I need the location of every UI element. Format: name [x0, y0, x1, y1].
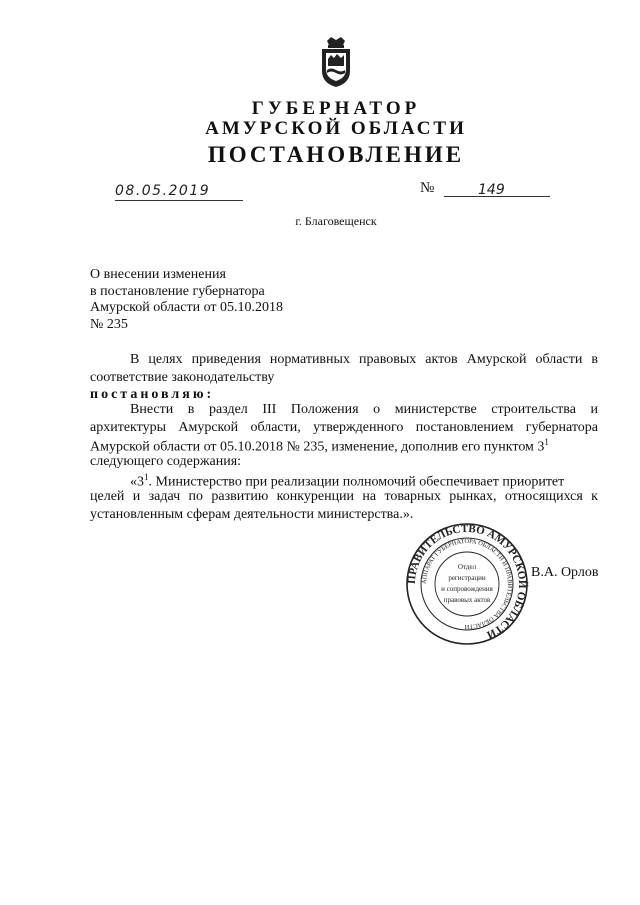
quote-text: . Министерство при реализации полномочий обеспечивает приоритет: [148, 474, 565, 490]
superscript: 1: [144, 472, 149, 482]
decree-date: 08.05.2019: [115, 183, 211, 199]
quote-line: целей и задач по развитию конкуренции на товарных рынках, относящихся к: [90, 489, 598, 504]
subject-line: в постановление губернатора: [90, 283, 265, 299]
quote-line: [90, 472, 598, 491]
subject-line: № 235: [90, 316, 128, 332]
body-line: следующего содержания:: [90, 454, 242, 469]
city: г. Благовещенск: [295, 214, 377, 228]
quote-open: «3: [130, 474, 144, 490]
quote-line: установленным сферам деятельности министерства.».: [90, 507, 414, 522]
date-underline: [115, 200, 243, 201]
subject-block: [90, 267, 350, 333]
stamp-inner-text: АППАРАТ ГУБЕРНАТОРА ОБЛАСТИ И ПРАВИТЕЛЬСТВА ОБЛАСТИ: [420, 537, 514, 631]
header-governor: ГУБЕРНАТОР: [251, 98, 421, 119]
body-line: [90, 437, 598, 456]
stamp-center-text: правовых актов: [443, 596, 491, 604]
number-label: №: [420, 180, 435, 196]
header-decree-type: ПОСТАНОВЛЕНИЕ: [207, 142, 465, 167]
body-line: соответствие законодательству: [90, 370, 275, 385]
body-line: архитектуры Амурской области, утвержденного постановлением губернатора: [90, 420, 598, 435]
stamp-center-text: и сопровождения: [441, 585, 493, 593]
signatory-name: В.А. Орлов: [531, 565, 599, 580]
subject-line: О внесении изменения: [90, 267, 226, 282]
number-underline: [444, 196, 550, 197]
body-line: Внести в раздел III Положения о министерстве строительства и: [130, 402, 598, 417]
superscript: 1: [544, 437, 549, 447]
decree-word: постановляю:: [90, 387, 215, 402]
coat-of-arms-emblem: [317, 35, 355, 89]
stamp-center-text: Отдел: [457, 563, 477, 571]
header-region: АМУРСКОЙ ОБЛАСТИ: [205, 118, 467, 139]
stamp-center-text: регистрации: [448, 574, 486, 582]
official-stamp: [405, 522, 529, 646]
subject-line: Амурской области от 05.10.2018: [90, 300, 283, 315]
body-text: Амурской области от 05.10.2018 № 235, изменение, дополнив его пунктом 3: [90, 439, 545, 455]
body-line: В целях приведения нормативных правовых актов Амурской области в: [130, 352, 598, 367]
stamp-outer-text: ПРАВИТЕЛЬСТВО АМУРСКОЙ ОБЛАСТИ: [405, 522, 529, 641]
decree-number: 149: [478, 182, 505, 198]
